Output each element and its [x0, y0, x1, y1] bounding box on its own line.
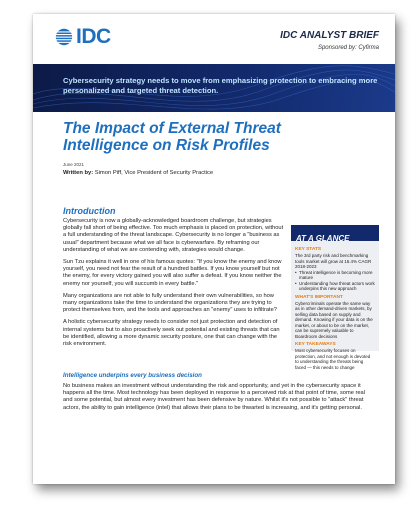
globe-logo-icon	[55, 28, 73, 46]
whats-important-text: Cybercriminals operate the same way as in other demand-driven markets, by selling data based on supply and demand. Knowing if your data is on the market, or about to be on the market, can be supremely valuable to Boardroom decisions	[295, 300, 373, 339]
byline	[63, 170, 213, 176]
banner-text: Cybersecurity strategy needs to move from emphasizing protection to embracing more personalized and targeted threat detection.	[63, 76, 378, 95]
intro-heading: Introduction	[63, 206, 116, 216]
intelligence-paragraph: No business makes an investment without understanding the risk and opportunity, and yet in the cybersecurity space it happens all the time. Most technology has been deployed in response to a perceived risk at that point of time, some real and some potential, but almost every investment has been defensive by nature. Whilst it's not possible to "attack" threat actors, the ability to gain intelligence (intel) that allows their plans to be thwarted is increasing, and it's getting personal.	[63, 383, 365, 411]
sidebar-bullet: • Threat intelligence is becoming more mature	[295, 270, 375, 281]
sidebar-heading: AT A GLANCE	[296, 234, 350, 243]
key-takeaways-text: Most cybersecurity focuses on protection, and not enough is devoted to understanding the threats being faced — this needs to change	[295, 348, 371, 370]
byline-label: Written by:	[63, 170, 94, 176]
document-title: The Impact of External Threat Intelligence on Risk Profiles	[63, 120, 281, 154]
intelligence-section	[63, 372, 375, 417]
intro-paragraph: Sun Tzu explains it well in one of his famous quotes: "If you know the enemy and know yourself, you need not fear the result of a hundred battles. If you know yourself but not the enemy, for every victory gained you will also suffer a defeat. If you know neither the enemy nor yourself, you will succumb in every battle."	[63, 259, 282, 287]
intelligence-heading: Intelligence underpins every business decision	[63, 372, 202, 379]
key-stats-text: The 3rd party risk and benchmarking tools market will grow at 15.4% CAGR 2018-2023	[295, 253, 372, 269]
summary-banner	[33, 64, 395, 112]
key-stats-label: KEY STATS	[295, 247, 322, 252]
at-a-glance-sidebar	[291, 225, 379, 370]
sidebar-body	[291, 241, 379, 370]
sidebar-header	[291, 225, 379, 241]
intro-paragraph: Many organizations are not able to fully understand their own vulnerabilities, so how many organizations take the time to understand the organizations they are trying to protect themselves from, and the tools and approaches an "enemy" uses to infiltrate?	[63, 292, 277, 314]
document-page	[33, 14, 395, 484]
intro-paragraph: A holistic cybersecurity strategy needs to consider not just protection and detection of internal systems but to also proactively seek out potential and existing threats that can be identified, allowing a more dynamic security posture, one that can change with the risk environment.	[63, 319, 280, 348]
document-date: June 2021	[63, 162, 85, 167]
sponsor-text: Sponsored by: Cyfirma	[317, 45, 379, 51]
byline-author: Simon Piff, Vice President of Security Practice	[93, 170, 214, 176]
key-takeaways-label: KEY TAKEAWAYS	[295, 342, 336, 347]
logo-wordmark: IDC	[76, 25, 111, 48]
brief-title: IDC ANALYST BRIEF	[280, 30, 379, 41]
intro-section	[63, 206, 285, 353]
document-header	[33, 14, 395, 60]
sidebar-bullet: • Understanding how threat actors work underpins this new approach	[295, 281, 375, 292]
idc-logo	[55, 25, 111, 48]
intro-paragraph: Cybersecurity is now a globally-acknowledged boardroom challenge, but strategies globally fall short of being effective. Too much emphasis is placed on protection, without a full understanding of the threat landscape. Cybersecurity is no longer a "business as usual" department because what we all face is cyberwarfare. By reframing our understanding of what we are contending with, strategies would change.	[63, 218, 284, 253]
whats-important-label: WHAT'S IMPORTANT	[295, 294, 343, 300]
